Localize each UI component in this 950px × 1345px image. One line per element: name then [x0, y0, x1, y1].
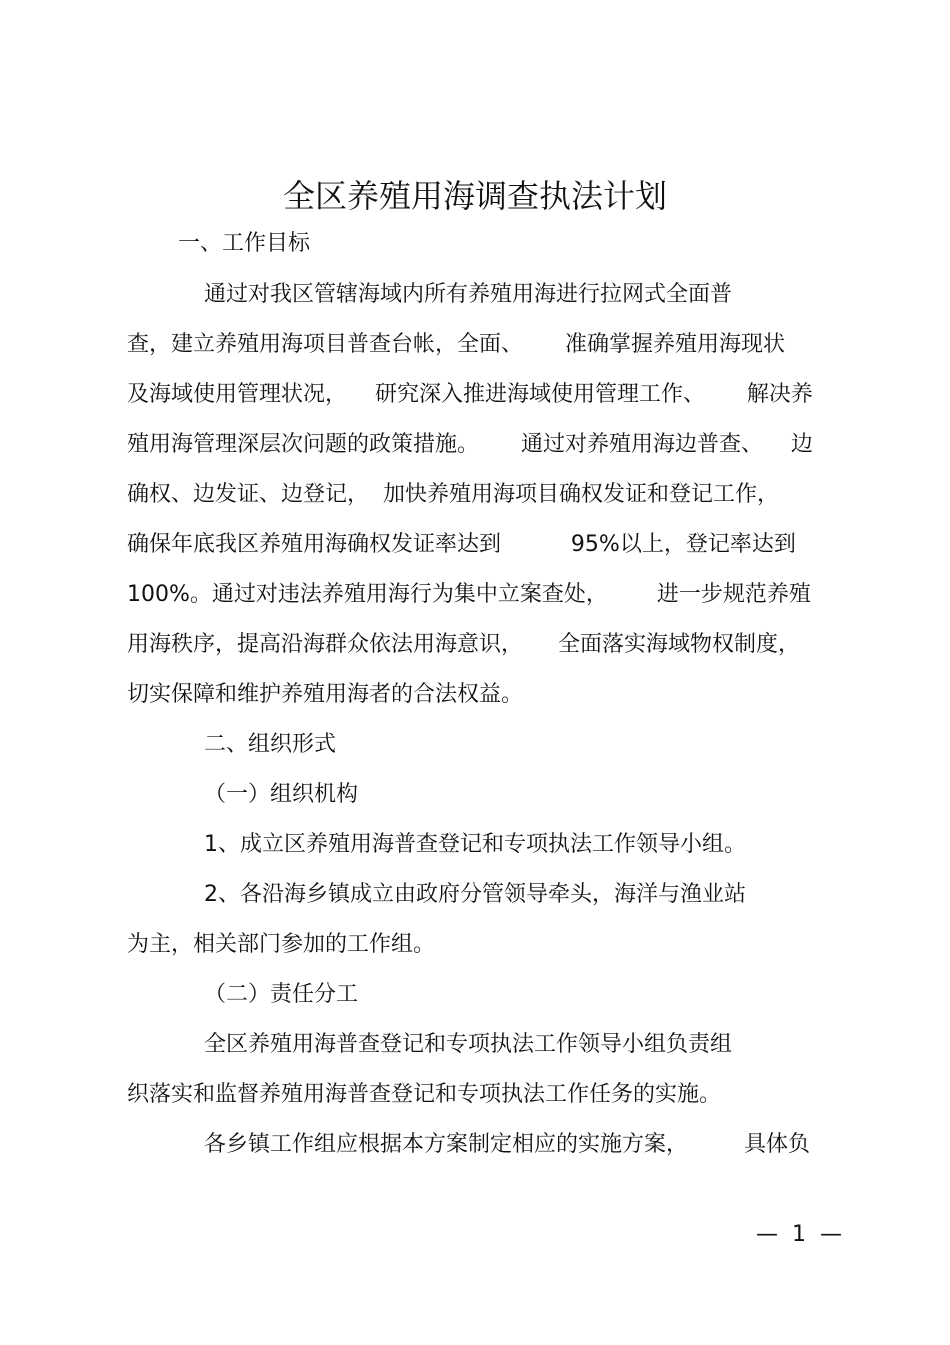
paragraph-line: 用海秩序，提高沿海群众依法用海意识， 全面落实海域物权制度，	[127, 632, 800, 657]
paragraph-line: 殖用海管理深层次问题的政策措施。 通过对养殖用海边普查、 边	[127, 432, 813, 457]
paragraph-line: 为主，相关部门参加的工作组。	[127, 932, 436, 957]
paragraph-line: 查，建立养殖用海项目普查台帐，全面、 准确掌握养殖用海现状	[127, 332, 785, 357]
subsection-heading-responsibility: （二）责任分工	[204, 982, 359, 1007]
list-item: 2、各沿海乡镇成立由政府分管领导牵头，海洋与渔业站	[204, 882, 746, 907]
section-heading-organization: 二、组织形式	[204, 732, 337, 757]
section-heading-goals: 一、工作目标	[178, 231, 311, 256]
paragraph-line: 及海域使用管理状况， 研究深入推进海域使用管理工作、 解决养	[127, 382, 813, 407]
paragraph-line: 全区养殖用海普查登记和专项执法工作领导小组负责组	[204, 1032, 733, 1057]
paragraph-line: 各乡镇工作组应根据本方案制定相应的实施方案， 具体负	[204, 1132, 810, 1157]
page-title: 全区养殖用海调查执法计划	[282, 177, 667, 215]
paragraph-line: 通过对我区管辖海域内所有养殖用海进行拉网式全面普	[204, 282, 733, 307]
page-number: — 1 —	[756, 1222, 842, 1247]
paragraph-line: 织落实和监督养殖用海普查登记和专项执法工作任务的实施。	[127, 1082, 722, 1107]
paragraph-line: 确权、边发证、边登记， 加快养殖用海项目确权发证和登记工作，	[127, 482, 779, 507]
paragraph-line: 切实保障和维护养殖用海者的合法权益。	[127, 682, 524, 707]
paragraph-line: 确保年底我区养殖用海确权发证率达到 95%以上，登记率达到	[127, 532, 796, 557]
paragraph-line: 100%。通过对违法养殖用海行为集中立案查处， 进一步规范养殖	[127, 582, 811, 607]
list-item: 1、成立区养殖用海普查登记和专项执法工作领导小组。	[204, 832, 746, 857]
subsection-heading-structure: （一）组织机构	[204, 782, 359, 807]
